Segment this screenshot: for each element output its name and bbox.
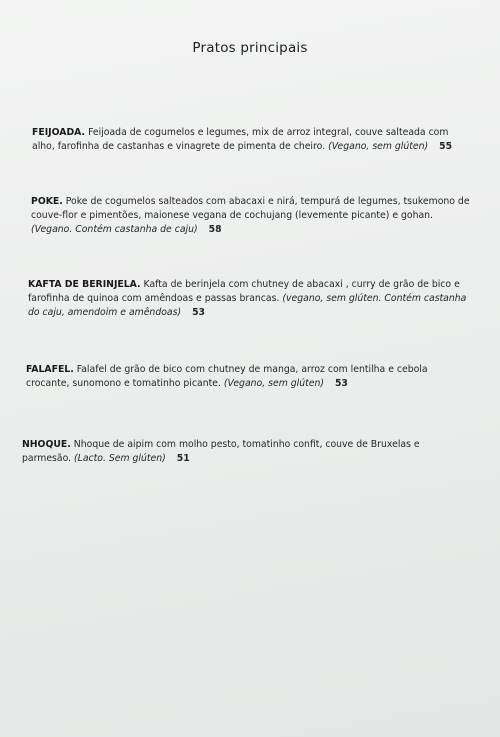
dish-dietary-note: (vegano, sem glúten. Contém castanha do caju, amendoim e amêndoas) [28, 293, 467, 318]
dish-price: 53 [192, 307, 206, 318]
page-title: Pratos principais [192, 40, 308, 56]
dish-description: Falafel de grão de bico com chutney de manga, arroz com lentilha e cebola crocante, sunomono e tomatinho picante. [26, 364, 428, 389]
dish-name: FALAFEL. [26, 364, 74, 375]
dish-price: 53 [334, 378, 348, 389]
dish-description: Nhoque de aipim com molho pesto, tomatinho confit, couve de Bruxelas e parmesão. [22, 439, 420, 464]
dish-name: KAFTA DE BERINJELA. [28, 279, 141, 290]
dish-falafel [26, 363, 466, 391]
dish-kafta-de-berinjela [28, 278, 473, 320]
dish-poke [31, 195, 471, 237]
dish-feijoada [32, 126, 472, 154]
dish-description: Feijoada de cogumelos e legumes, mix de arroz integral, couve salteada com alho, farofinha de castanhas e vinagrete de pimenta de cheiro. [32, 127, 449, 152]
dish-name: POKE. [31, 196, 63, 207]
dish-name: NHOQUE. [22, 439, 71, 450]
dish-dietary-note: (Vegano, sem glúten) [223, 378, 324, 389]
dish-description: Poke de cogumelos salteados com abacaxi e nirá, tempurá de legumes, tsukemono de couve-flor e pimentões, maionese vegana de cochujang (levemente picante) e gohan. [31, 196, 470, 221]
dish-dietary-note: (Lacto. Sem glúten) [74, 453, 166, 464]
dish-price: 58 [208, 224, 222, 235]
dish-description: Kafta de berinjela com chutney de abacaxi , curry de grão de bico e farofinha de quinoa com amêndoas e passas brancas. [28, 279, 460, 304]
dish-nhoque [22, 438, 462, 466]
dish-dietary-note: (Vegano, sem glúten) [328, 141, 429, 152]
dish-price: 51 [176, 453, 190, 464]
dish-name: FEIJOADA. [32, 127, 86, 138]
dish-price: 55 [439, 141, 453, 152]
dish-dietary-note: (Vegano. Contém castanha de caju) [31, 224, 198, 235]
